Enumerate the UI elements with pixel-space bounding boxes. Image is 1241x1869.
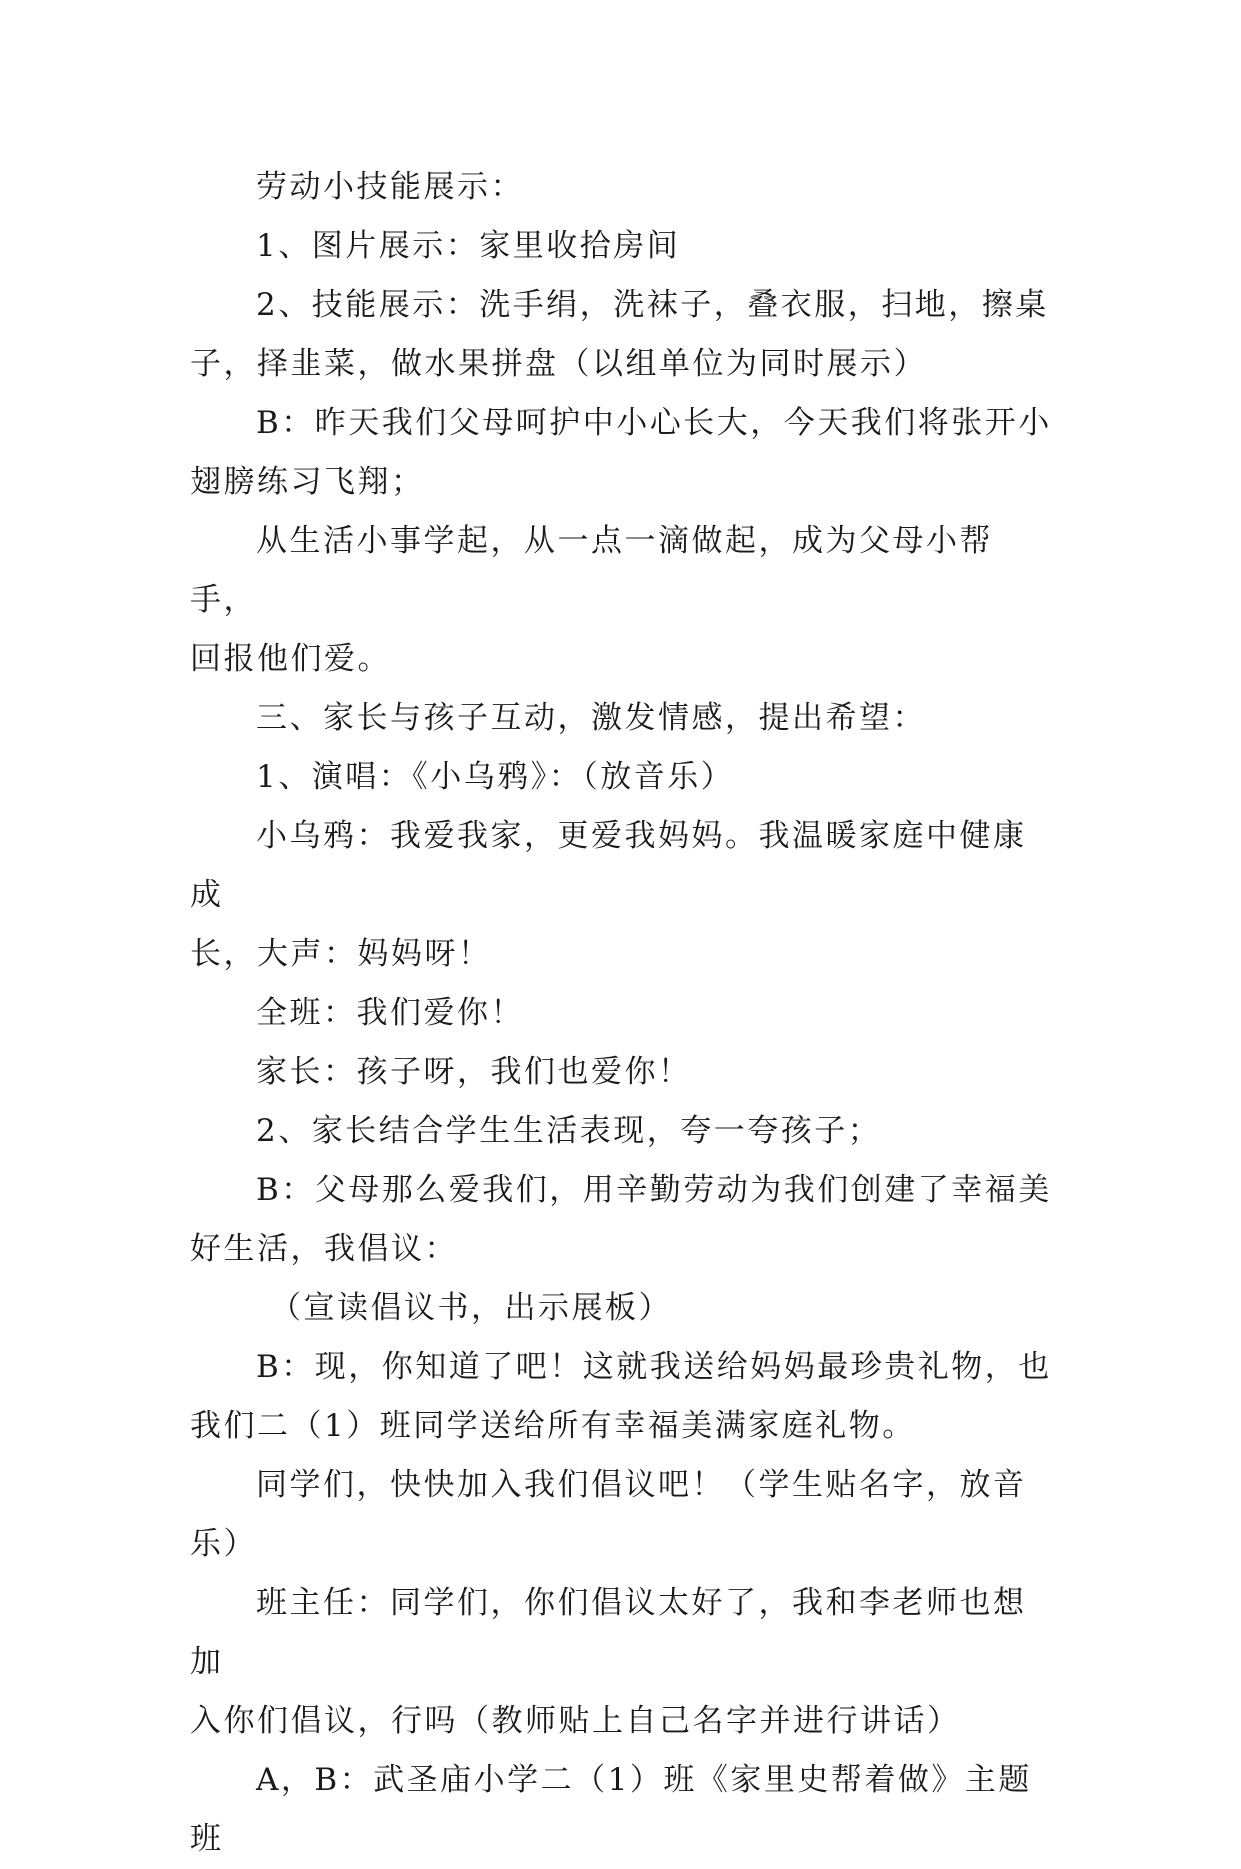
text-line: 入你们倡议，行吗（教师贴上自己名字并进行讲话） [190,1703,961,1739]
text-line: 好生活，我倡议： [190,1231,458,1267]
text-line: 子，择韭菜，做水果拼盘（以组单位为同时展示） [190,346,927,382]
text-line: B：昨天我们父母呵护中小心长大，今天我们将张开小 [256,405,1052,441]
text-line: A，B：武圣庙小学二（1）班《家里史帮着做》主题班 [190,1762,1032,1857]
paragraph [190,158,1056,217]
paragraph [190,276,1056,394]
paragraph [190,1751,1056,1869]
paragraph [190,1161,1056,1279]
text-line: 同学们，快快加入我们倡议吧！（学生贴名字，放音乐） [190,1467,1027,1562]
text-line: 翅膀练习飞翔； [190,464,425,500]
text-line: 2、家长结合学生生活表现，夸一夸孩子； [256,1113,882,1149]
text-line: 1、演唱：《小乌鸦》：（放音乐） [256,759,735,795]
text-line: （宣读倡议书，出示展板） [270,1290,672,1326]
paragraph [190,1102,1056,1161]
text-line: 三、家长与孩子互动，激发情感，提出希望： [256,700,926,736]
text-line: 全班：我们爱你！ [256,995,524,1031]
text-line: 1、图片展示：家里收拾房间 [256,228,681,264]
text-line: 我们二（1）班同学送给所有幸福美满家庭礼物。 [190,1408,916,1444]
text-line: 劳动小技能展示： [256,169,524,205]
text-line: 家长：孩子呀，我们也爱你！ [256,1054,692,1090]
text-line: 班主任：同学们，你们倡议太好了，我和李老师也想加 [190,1585,1027,1680]
paragraph [190,1279,1056,1338]
paragraph [190,1456,1056,1574]
text-line: B：现，你知道了吧！这就我送给妈妈最珍贵礼物，也 [256,1349,1052,1385]
paragraph [190,394,1056,512]
text-line: 2、技能展示：洗手绢，洗袜子，叠衣服，扫地，擦桌 [256,287,1049,323]
document-body [190,158,1056,1869]
text-line: 小乌鸦：我爱我家，更爱我妈妈。我温暖家庭中健康成 [190,818,1027,913]
paragraph [190,1043,1056,1102]
paragraph [190,748,1056,807]
text-line: B：父母那么爱我们，用辛勤劳动为我们创建了幸福美 [256,1172,1052,1208]
paragraph [190,807,1056,984]
text-line: 回报他们爱。 [190,641,391,677]
text-line: 从生活小事学起，从一点一滴做起，成为父母小帮手， [190,523,993,618]
paragraph [190,984,1056,1043]
text-line: 长，大声：妈妈呀！ [190,936,492,972]
paragraph [190,689,1056,748]
paragraph [190,1338,1056,1456]
paragraph [190,1574,1056,1751]
paragraph [190,512,1056,689]
paragraph [190,217,1056,276]
